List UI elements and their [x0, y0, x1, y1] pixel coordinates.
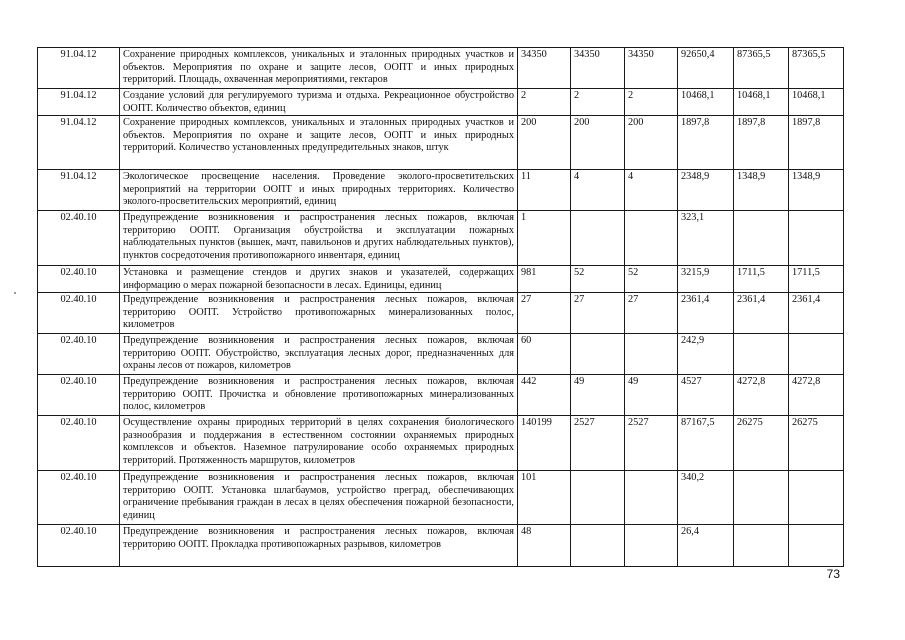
value-3-cell: 49 — [625, 375, 678, 416]
table-row — [38, 48, 844, 89]
value-1-cell: 140199 — [518, 416, 571, 471]
measure-description-cell: Сохранение природных комплексов, уникальных и эталонных природных участков и объектов. Мероприятия по охране и защите лесов, ООПТ и иных природных территорий. Количество установленных предупредительных знаков, штук — [120, 116, 518, 170]
value-6-cell: 87365,5 — [789, 48, 844, 89]
value-6-cell — [789, 471, 844, 525]
value-1-cell: 27 — [518, 293, 571, 334]
value-5-cell: 2361,4 — [734, 293, 789, 334]
value-2-cell: 49 — [571, 375, 625, 416]
measure-description-cell: Сохранение природных комплексов, уникальных и эталонных природных участков и объектов. Мероприятия по охране и защите лесов, ООПТ и иных природных территорий. Площадь, охваченная мероприятиями, гектаров — [120, 48, 518, 89]
value-5-cell: 26275 — [734, 416, 789, 471]
value-2-cell: 200 — [571, 116, 625, 170]
page-number: 73 — [826, 567, 840, 581]
value-3-cell: 200 — [625, 116, 678, 170]
value-6-cell: 2361,4 — [789, 293, 844, 334]
value-6-cell: 4272,8 — [789, 375, 844, 416]
measure-description-cell: Предупреждение возникновения и распространения лесных пожаров, включая территорию ООПТ. Организация обустройства и эксплуатации пожарных наблюдательных пунктов (вышек, мачт, павильонов и других наблюдательных пунктов), пунктов сосредоточения противопожарного инвентаря, единиц — [120, 211, 518, 266]
table-row — [38, 89, 844, 116]
measure-description-cell: Предупреждение возникновения и распространения лесных пожаров, включая территорию ООПТ. Прокладка противопожарных разрывов, километров — [120, 525, 518, 567]
value-1-cell: 34350 — [518, 48, 571, 89]
table-row — [38, 334, 844, 375]
okved-code-cell: 91.04.12 — [38, 48, 120, 89]
measures-table — [37, 47, 844, 567]
value-3-cell: 4 — [625, 170, 678, 211]
okved-code-cell: 02.40.10 — [38, 334, 120, 375]
value-1-cell: 48 — [518, 525, 571, 567]
value-1-cell: 11 — [518, 170, 571, 211]
value-2-cell: 27 — [571, 293, 625, 334]
measure-description-cell: Предупреждение возникновения и распространения лесных пожаров, включая территорию ООПТ. Установка шлагбаумов, устройство преград, обеспечивающих ограничение пребывания граждан в лесах в целях обеспечения пожарной безопасности, единиц — [120, 471, 518, 525]
value-6-cell — [789, 211, 844, 266]
okved-code-cell: 02.40.10 — [38, 525, 120, 567]
value-6-cell: 26275 — [789, 416, 844, 471]
value-3-cell — [625, 471, 678, 525]
value-4-cell: 1897,8 — [678, 116, 734, 170]
value-3-cell: 27 — [625, 293, 678, 334]
value-4-cell: 3215,9 — [678, 266, 734, 293]
measure-description-cell: Предупреждение возникновения и распространения лесных пожаров, включая территорию ООПТ. Прочистка и обновление противопожарных минерализованных полос, километров — [120, 375, 518, 416]
value-5-cell: 4272,8 — [734, 375, 789, 416]
value-4-cell: 26,4 — [678, 525, 734, 567]
scan-mark — [14, 292, 16, 294]
value-1-cell: 1 — [518, 211, 571, 266]
value-3-cell: 2527 — [625, 416, 678, 471]
value-5-cell — [734, 525, 789, 567]
value-6-cell: 1711,5 — [789, 266, 844, 293]
okved-code-cell: 02.40.10 — [38, 375, 120, 416]
value-5-cell: 87365,5 — [734, 48, 789, 89]
value-3-cell: 52 — [625, 266, 678, 293]
value-2-cell: 4 — [571, 170, 625, 211]
value-4-cell: 323,1 — [678, 211, 734, 266]
value-2-cell: 2 — [571, 89, 625, 116]
value-2-cell — [571, 525, 625, 567]
value-5-cell — [734, 471, 789, 525]
value-3-cell — [625, 334, 678, 375]
measure-description-cell: Предупреждение возникновения и распространения лесных пожаров, включая территорию ООПТ. Устройство противопожарных минерализованных полос, километров — [120, 293, 518, 334]
value-3-cell: 34350 — [625, 48, 678, 89]
value-5-cell — [734, 334, 789, 375]
value-1-cell: 981 — [518, 266, 571, 293]
value-4-cell: 2348,9 — [678, 170, 734, 211]
measure-description-cell: Экологическое просвещение населения. Проведение эколого-просветительских мероприятий на территории ООПТ и иных природных территориях. Количество эколого-просветительских мероприятий, единиц — [120, 170, 518, 211]
value-4-cell: 242,9 — [678, 334, 734, 375]
value-2-cell — [571, 211, 625, 266]
value-4-cell: 92650,4 — [678, 48, 734, 89]
table-row — [38, 525, 844, 567]
value-1-cell: 200 — [518, 116, 571, 170]
okved-code-cell: 02.40.10 — [38, 416, 120, 471]
value-5-cell: 1711,5 — [734, 266, 789, 293]
table-row — [38, 471, 844, 525]
value-2-cell — [571, 471, 625, 525]
value-6-cell: 1897,8 — [789, 116, 844, 170]
table-body — [38, 48, 844, 567]
value-1-cell: 60 — [518, 334, 571, 375]
value-4-cell: 87167,5 — [678, 416, 734, 471]
value-2-cell: 52 — [571, 266, 625, 293]
value-3-cell — [625, 211, 678, 266]
table-row — [38, 293, 844, 334]
value-5-cell: 1897,8 — [734, 116, 789, 170]
value-5-cell: 1348,9 — [734, 170, 789, 211]
table-row — [38, 266, 844, 293]
value-2-cell: 34350 — [571, 48, 625, 89]
table-row — [38, 416, 844, 471]
okved-code-cell: 91.04.12 — [38, 89, 120, 116]
measure-description-cell: Осуществление охраны природных территорий в целях сохранения биологического разнообразия и поддержания в естественном состоянии охраняемых природных комплексов и объектов. Наземное патрулирование особо охраняемых природных территорий. Протяженность маршрутов, километров — [120, 416, 518, 471]
value-3-cell — [625, 525, 678, 567]
value-6-cell: 10468,1 — [789, 89, 844, 116]
measure-description-cell: Создание условий для регулируемого туризма и отдыха. Рекреационное обустройство ООПТ. Количество объектов, единиц — [120, 89, 518, 116]
table-row — [38, 211, 844, 266]
okved-code-cell: 02.40.10 — [38, 471, 120, 525]
value-6-cell: 1348,9 — [789, 170, 844, 211]
table-row — [38, 375, 844, 416]
table-row — [38, 116, 844, 170]
value-4-cell: 10468,1 — [678, 89, 734, 116]
value-1-cell: 101 — [518, 471, 571, 525]
okved-code-cell: 91.04.12 — [38, 170, 120, 211]
value-5-cell — [734, 211, 789, 266]
okved-code-cell: 02.40.10 — [38, 211, 120, 266]
value-1-cell: 2 — [518, 89, 571, 116]
value-4-cell: 2361,4 — [678, 293, 734, 334]
okved-code-cell: 02.40.10 — [38, 293, 120, 334]
value-4-cell: 4527 — [678, 375, 734, 416]
value-2-cell: 2527 — [571, 416, 625, 471]
value-2-cell — [571, 334, 625, 375]
okved-code-cell: 91.04.12 — [38, 116, 120, 170]
measure-description-cell: Предупреждение возникновения и распространения лесных пожаров, включая территорию ООПТ. Обустройство, эксплуатация лесных дорог, предназначенных для охраны лесов от пожаров, километров — [120, 334, 518, 375]
okved-code-cell: 02.40.10 — [38, 266, 120, 293]
value-1-cell: 442 — [518, 375, 571, 416]
value-6-cell — [789, 334, 844, 375]
value-5-cell: 10468,1 — [734, 89, 789, 116]
value-6-cell — [789, 525, 844, 567]
value-4-cell: 340,2 — [678, 471, 734, 525]
value-3-cell: 2 — [625, 89, 678, 116]
measure-description-cell: Установка и размещение стендов и других знаков и указателей, содержащих информацию о мерах пожарной безопасности в лесах. Единицы, единиц — [120, 266, 518, 293]
table-row — [38, 170, 844, 211]
